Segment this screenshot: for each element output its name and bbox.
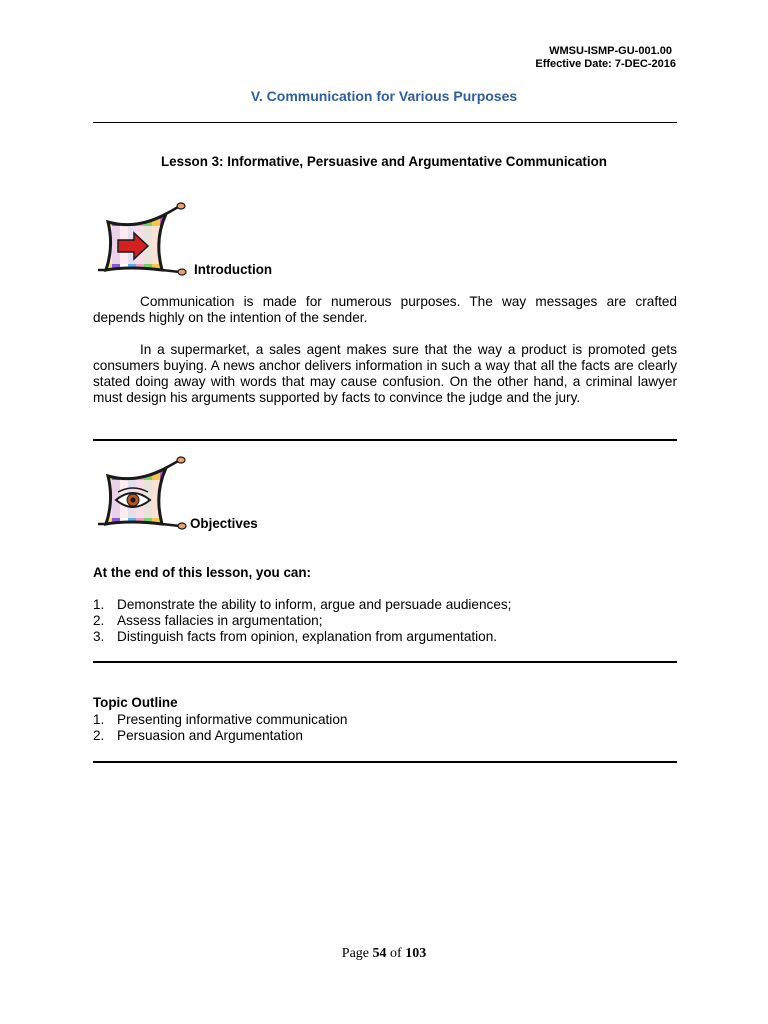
list-item: 1. Demonstrate the ability to inform, argue and persuade audiences; — [93, 597, 512, 612]
divider — [93, 761, 677, 763]
objectives-heading: Objectives — [190, 516, 258, 531]
divider — [93, 661, 677, 663]
topic-outline-list — [93, 712, 347, 744]
section-title: V. Communication for Various Purposes — [250, 88, 518, 104]
effective-date: Effective Date: 7-DEC-2016 — [535, 58, 676, 70]
divider — [93, 439, 677, 441]
intro-paragraph-2: In a supermarket, a sales agent makes sure that the way a product is promoted gets consumers buying. A news anchor delivers information in such a way that all the facts are clearly stated doing away with words that may cause confusion. On the other hand, a criminal lawyer must design his arguments supported by facts to convince the judge and the jury. — [93, 342, 677, 405]
document-code: WMSU-ISMP-GU-001.00 — [549, 45, 672, 57]
list-item: 1. Presenting informative communication — [93, 712, 348, 727]
eye-banner-icon — [96, 454, 188, 532]
introduction-heading: Introduction — [194, 262, 273, 277]
objectives-lead: At the end of this lesson, you can: — [93, 565, 311, 580]
arrow-banner-icon — [96, 200, 188, 278]
page-number: Page 54 of 103 — [341, 946, 427, 961]
topic-outline-heading: Topic Outline — [93, 695, 178, 710]
list-item: 2. Assess fallacies in argumentation; — [93, 613, 323, 628]
divider — [93, 122, 677, 123]
objectives-list — [93, 597, 511, 645]
list-item: 3. Distinguish facts from opinion, explanation from argumentation. — [93, 629, 498, 644]
intro-paragraph-1: Communication is made for numerous purposes. The way messages are crafted depends highly on the intention of the sender. — [93, 294, 677, 325]
list-item: 2. Persuasion and Argumentation — [93, 728, 303, 743]
lesson-title: Lesson 3: Informative, Persuasive and Argumentative Communication — [161, 154, 607, 169]
